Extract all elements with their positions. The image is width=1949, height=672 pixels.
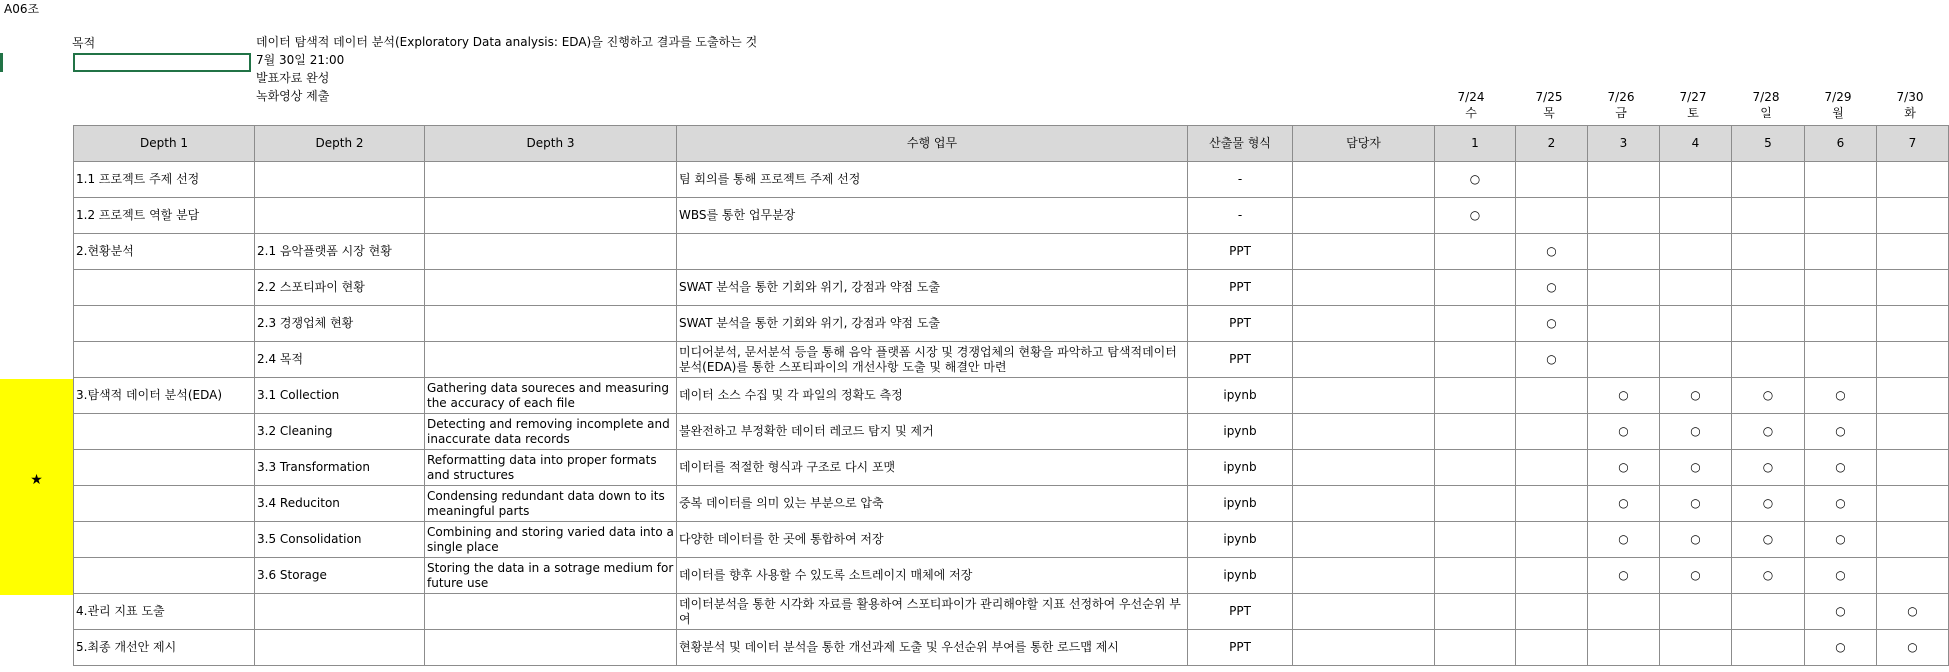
day-label: 토: [1687, 106, 1699, 120]
schedule-mark-cell[interactable]: ○: [1660, 486, 1732, 522]
depth2-cell[interactable]: 3.6 Storage: [255, 558, 425, 594]
depth3-cell[interactable]: [425, 306, 677, 342]
depth3-cell[interactable]: Gathering data soureces and measuring the accuracy of each file: [425, 378, 677, 414]
format-cell[interactable]: ipynb: [1188, 378, 1293, 414]
depth2-cell[interactable]: [255, 198, 425, 234]
schedule-mark-cell[interactable]: [1516, 414, 1588, 450]
schedule-mark-cell[interactable]: [1805, 342, 1877, 378]
table-row: [74, 162, 1949, 198]
depth3-cell[interactable]: [425, 234, 677, 270]
format-cell[interactable]: -: [1188, 198, 1293, 234]
depth2-cell[interactable]: 2.3 경쟁업체 현황: [255, 306, 425, 342]
column-header[interactable]: 담당자: [1293, 126, 1435, 162]
schedule-mark-cell[interactable]: [1877, 342, 1949, 378]
schedule-mark-cell[interactable]: [1435, 414, 1516, 450]
depth1-cell[interactable]: [74, 306, 255, 342]
task-cell[interactable]: 데이터 소스 수집 및 각 파일의 정확도 측정: [677, 378, 1188, 414]
schedule-mark-cell[interactable]: ○: [1805, 486, 1877, 522]
goal-line: 발표자료 완성: [256, 71, 330, 85]
schedule-mark-cell[interactable]: [1732, 630, 1805, 666]
owner-cell[interactable]: [1293, 558, 1435, 594]
schedule-mark-cell[interactable]: [1877, 162, 1949, 198]
owner-cell[interactable]: [1293, 234, 1435, 270]
schedule-mark-cell[interactable]: [1877, 378, 1949, 414]
wbs-body: [74, 162, 1949, 666]
schedule-mark-cell[interactable]: [1732, 198, 1805, 234]
schedule-mark-cell[interactable]: [1877, 450, 1949, 486]
table-row: [74, 342, 1949, 378]
schedule-mark-cell[interactable]: [1660, 342, 1732, 378]
schedule-mark-cell[interactable]: ○: [1805, 378, 1877, 414]
depth2-cell[interactable]: 3.5 Consolidation: [255, 522, 425, 558]
schedule-mark-cell[interactable]: ○: [1516, 342, 1588, 378]
day-label: 금: [1615, 106, 1627, 120]
format-cell[interactable]: PPT: [1188, 306, 1293, 342]
table-row: [74, 270, 1949, 306]
depth1-cell[interactable]: [74, 558, 255, 594]
column-header[interactable]: 7: [1877, 126, 1949, 162]
table-row: [74, 522, 1949, 558]
depth2-cell[interactable]: 3.2 Cleaning: [255, 414, 425, 450]
table-row: [74, 450, 1949, 486]
schedule-mark-cell[interactable]: ○: [1660, 558, 1732, 594]
schedule-mark-cell[interactable]: [1732, 234, 1805, 270]
schedule-mark-cell[interactable]: [1877, 234, 1949, 270]
schedule-mark-cell[interactable]: [1588, 630, 1660, 666]
format-cell[interactable]: ipynb: [1188, 414, 1293, 450]
format-cell[interactable]: ipynb: [1188, 486, 1293, 522]
schedule-mark-cell[interactable]: ○: [1732, 486, 1805, 522]
schedule-mark-cell[interactable]: ○: [1732, 558, 1805, 594]
owner-cell[interactable]: [1293, 198, 1435, 234]
schedule-mark-cell[interactable]: ○: [1588, 486, 1660, 522]
schedule-mark-cell[interactable]: [1805, 270, 1877, 306]
schedule-mark-cell[interactable]: [1435, 270, 1516, 306]
schedule-mark-cell[interactable]: [1435, 342, 1516, 378]
date-label: 7/24: [1457, 90, 1485, 104]
schedule-mark-cell[interactable]: ○: [1516, 234, 1588, 270]
day-label: 월: [1832, 106, 1844, 120]
schedule-mark-cell[interactable]: [1588, 342, 1660, 378]
goal-line: 녹화영상 제출: [256, 89, 330, 103]
day-label: 일: [1760, 106, 1772, 120]
day-label: 목: [1543, 106, 1555, 120]
schedule-mark-cell[interactable]: [1435, 306, 1516, 342]
schedule-mark-cell[interactable]: ○: [1588, 414, 1660, 450]
schedule-mark-cell[interactable]: [1516, 198, 1588, 234]
depth2-cell[interactable]: 2.4 목적: [255, 342, 425, 378]
format-cell[interactable]: PPT: [1188, 234, 1293, 270]
task-cell[interactable]: SWAT 분석을 통한 기회와 위기, 강점과 약점 도출: [677, 306, 1188, 342]
schedule-mark-cell[interactable]: [1588, 306, 1660, 342]
task-cell[interactable]: 현황분석 및 데이터 분석을 통한 개선과제 도출 및 우선순위 부여를 통한 로드맵 제시: [677, 630, 1188, 666]
schedule-mark-cell[interactable]: ○: [1588, 522, 1660, 558]
schedule-mark-cell[interactable]: ○: [1732, 378, 1805, 414]
depth1-cell[interactable]: [74, 450, 255, 486]
depth1-cell[interactable]: 1.2 프로젝트 역할 분담: [74, 198, 255, 234]
wbs-table: [73, 125, 1949, 666]
task-cell[interactable]: 다양한 데이터를 한 곳에 통합하여 저장: [677, 522, 1188, 558]
depth1-cell[interactable]: 2.현황분석: [74, 234, 255, 270]
schedule-mark-cell[interactable]: [1877, 414, 1949, 450]
schedule-mark-cell[interactable]: [1877, 522, 1949, 558]
depth3-cell[interactable]: Storing the data in a sotrage medium for future use: [425, 558, 677, 594]
schedule-mark-cell[interactable]: [1516, 558, 1588, 594]
schedule-mark-cell[interactable]: ○: [1435, 198, 1516, 234]
schedule-mark-cell[interactable]: ○: [1588, 378, 1660, 414]
depth2-cell[interactable]: 2.1 음악플랫폼 시장 현황: [255, 234, 425, 270]
schedule-mark-cell[interactable]: ○: [1660, 522, 1732, 558]
depth3-cell[interactable]: Detecting and removing incomplete and inaccurate data records: [425, 414, 677, 450]
schedule-mark-cell[interactable]: [1660, 198, 1732, 234]
goal-label: 목적: [72, 36, 96, 50]
table-row: [74, 486, 1949, 522]
column-header[interactable]: 산출물 형식: [1188, 126, 1293, 162]
schedule-mark-cell[interactable]: [1435, 594, 1516, 630]
date-label: 7/30: [1896, 90, 1924, 104]
schedule-mark-cell[interactable]: [1435, 630, 1516, 666]
schedule-mark-cell[interactable]: [1732, 270, 1805, 306]
schedule-mark-cell[interactable]: [1588, 594, 1660, 630]
schedule-mark-cell[interactable]: [1435, 558, 1516, 594]
depth1-cell[interactable]: [74, 522, 255, 558]
format-cell[interactable]: PPT: [1188, 270, 1293, 306]
owner-cell[interactable]: [1293, 486, 1435, 522]
owner-cell[interactable]: [1293, 630, 1435, 666]
column-header[interactable]: Depth 3: [425, 126, 677, 162]
schedule-mark-cell[interactable]: [1805, 198, 1877, 234]
column-header[interactable]: Depth 1: [74, 126, 255, 162]
schedule-mark-cell[interactable]: [1516, 162, 1588, 198]
schedule-mark-cell[interactable]: [1732, 306, 1805, 342]
depth1-cell[interactable]: [74, 486, 255, 522]
task-cell[interactable]: 데이터를 적절한 형식과 구조로 다시 포맷: [677, 450, 1188, 486]
table-row: [74, 306, 1949, 342]
depth1-cell[interactable]: [74, 270, 255, 306]
schedule-mark-cell[interactable]: ○: [1805, 522, 1877, 558]
format-cell[interactable]: PPT: [1188, 342, 1293, 378]
task-cell[interactable]: WBS를 통한 업무분장: [677, 198, 1188, 234]
task-cell[interactable]: 중복 데이터를 의미 있는 부분으로 압축: [677, 486, 1188, 522]
owner-cell[interactable]: [1293, 594, 1435, 630]
schedule-mark-cell[interactable]: ○: [1877, 594, 1949, 630]
depth1-cell[interactable]: 3.탐색적 데이터 분석(EDA): [74, 378, 255, 414]
depth1-cell[interactable]: [74, 414, 255, 450]
schedule-mark-cell[interactable]: [1732, 342, 1805, 378]
table-row: [74, 414, 1949, 450]
schedule-mark-cell[interactable]: [1516, 630, 1588, 666]
depth3-cell[interactable]: Reformatting data into proper formats and structures: [425, 450, 677, 486]
task-cell[interactable]: 미디어분석, 문서분석 등을 통해 음악 플랫폼 시장 및 경쟁업체의 현황을 파악하고 탐색적데이터분석(EDA)를 통한 스포티파이의 개선사항 도출 및 해결안 마련: [677, 342, 1188, 378]
schedule-mark-cell[interactable]: [1516, 450, 1588, 486]
schedule-mark-cell[interactable]: [1435, 378, 1516, 414]
owner-cell[interactable]: [1293, 342, 1435, 378]
depth2-cell[interactable]: [255, 162, 425, 198]
schedule-mark-cell[interactable]: ○: [1660, 378, 1732, 414]
schedule-mark-cell[interactable]: [1588, 198, 1660, 234]
selected-cell[interactable]: [73, 53, 251, 72]
task-cell[interactable]: 불완전하고 부정확한 데이터 레코드 탐지 및 제거: [677, 414, 1188, 450]
schedule-mark-cell[interactable]: ○: [1805, 558, 1877, 594]
column-header[interactable]: 수행 업무: [677, 126, 1188, 162]
schedule-mark-cell[interactable]: [1588, 162, 1660, 198]
schedule-mark-cell[interactable]: [1732, 162, 1805, 198]
goal-line: 7월 30일 21:00: [256, 53, 345, 67]
depth2-cell[interactable]: 2.2 스포티파이 현황: [255, 270, 425, 306]
schedule-mark-cell[interactable]: ○: [1805, 414, 1877, 450]
schedule-mark-cell[interactable]: [1588, 270, 1660, 306]
schedule-mark-cell[interactable]: ○: [1805, 450, 1877, 486]
task-cell[interactable]: 팀 회의를 통해 프로젝트 주제 선정: [677, 162, 1188, 198]
schedule-mark-cell[interactable]: ○: [1660, 414, 1732, 450]
column-header[interactable]: 3: [1588, 126, 1660, 162]
day-label: 화: [1904, 106, 1916, 120]
depth1-cell[interactable]: [74, 342, 255, 378]
schedule-mark-cell[interactable]: ○: [1732, 522, 1805, 558]
schedule-mark-cell[interactable]: [1877, 198, 1949, 234]
owner-cell[interactable]: [1293, 378, 1435, 414]
depth3-cell[interactable]: [425, 270, 677, 306]
schedule-mark-cell[interactable]: [1588, 234, 1660, 270]
table-row: [74, 234, 1949, 270]
schedule-mark-cell[interactable]: ○: [1732, 450, 1805, 486]
schedule-mark-cell[interactable]: [1516, 378, 1588, 414]
schedule-mark-cell[interactable]: [1877, 270, 1949, 306]
owner-cell[interactable]: [1293, 414, 1435, 450]
active-row-indicator: [0, 53, 3, 72]
table-row: [74, 558, 1949, 594]
owner-cell[interactable]: [1293, 306, 1435, 342]
goal-line: 데이터 탐색적 데이터 분석(Exploratory Data analysis: EDA)을 진행하고 결과를 도출하는 것: [256, 35, 758, 49]
date-label: 7/25: [1535, 90, 1563, 104]
schedule-mark-cell[interactable]: [1435, 522, 1516, 558]
depth2-cell[interactable]: [255, 594, 425, 630]
column-header[interactable]: 4: [1660, 126, 1732, 162]
schedule-mark-cell[interactable]: [1877, 306, 1949, 342]
schedule-mark-cell[interactable]: ○: [1588, 558, 1660, 594]
schedule-mark-cell[interactable]: [1660, 162, 1732, 198]
format-cell[interactable]: PPT: [1188, 630, 1293, 666]
depth2-cell[interactable]: 3.1 Collection: [255, 378, 425, 414]
format-cell[interactable]: ipynb: [1188, 558, 1293, 594]
schedule-mark-cell[interactable]: [1805, 162, 1877, 198]
schedule-mark-cell[interactable]: [1732, 594, 1805, 630]
task-cell[interactable]: 데이터분석을 통한 시각화 자료를 활용하여 스포티파이가 관리해야할 지표 선정하여 우선순위 부여: [677, 594, 1188, 630]
schedule-mark-cell[interactable]: [1516, 522, 1588, 558]
schedule-mark-cell[interactable]: [1435, 486, 1516, 522]
format-cell[interactable]: PPT: [1188, 594, 1293, 630]
task-cell[interactable]: [677, 234, 1188, 270]
schedule-mark-cell[interactable]: ○: [1435, 162, 1516, 198]
schedule-mark-cell[interactable]: ○: [1660, 450, 1732, 486]
table-row: [74, 378, 1949, 414]
header-row: [74, 126, 1949, 162]
schedule-mark-cell[interactable]: [1435, 450, 1516, 486]
format-cell[interactable]: ipynb: [1188, 450, 1293, 486]
depth3-cell[interactable]: [425, 162, 677, 198]
owner-cell[interactable]: [1293, 162, 1435, 198]
schedule-mark-cell[interactable]: ○: [1805, 594, 1877, 630]
table-row: [74, 594, 1949, 630]
sheet-title: A06조: [4, 2, 40, 16]
depth1-cell[interactable]: 1.1 프로젝트 주제 선정: [74, 162, 255, 198]
schedule-mark-cell[interactable]: ○: [1588, 450, 1660, 486]
format-cell[interactable]: -: [1188, 162, 1293, 198]
date-label: 7/29: [1824, 90, 1852, 104]
owner-cell[interactable]: [1293, 522, 1435, 558]
schedule-mark-cell[interactable]: ○: [1877, 630, 1949, 666]
schedule-mark-cell[interactable]: ○: [1516, 306, 1588, 342]
depth1-cell[interactable]: 5.최종 개선안 제시: [74, 630, 255, 666]
date-label: 7/27: [1679, 90, 1707, 104]
column-header[interactable]: 2: [1516, 126, 1588, 162]
column-header[interactable]: 1: [1435, 126, 1516, 162]
column-header[interactable]: 5: [1732, 126, 1805, 162]
schedule-mark-cell[interactable]: [1660, 270, 1732, 306]
schedule-mark-cell[interactable]: [1516, 486, 1588, 522]
depth3-cell[interactable]: [425, 630, 677, 666]
schedule-mark-cell[interactable]: [1660, 306, 1732, 342]
depth3-cell[interactable]: [425, 342, 677, 378]
schedule-mark-cell[interactable]: [1877, 486, 1949, 522]
schedule-mark-cell[interactable]: [1435, 234, 1516, 270]
depth2-cell[interactable]: 3.3 Transformation: [255, 450, 425, 486]
format-cell[interactable]: ipynb: [1188, 522, 1293, 558]
depth3-cell[interactable]: Condensing redundant data down to its meaningful parts: [425, 486, 677, 522]
date-label: 7/28: [1752, 90, 1780, 104]
table-row: [74, 630, 1949, 666]
depth3-cell[interactable]: [425, 594, 677, 630]
depth2-cell[interactable]: 3.4 Reduciton: [255, 486, 425, 522]
schedule-mark-cell[interactable]: [1877, 558, 1949, 594]
column-header[interactable]: 6: [1805, 126, 1877, 162]
owner-cell[interactable]: [1293, 450, 1435, 486]
schedule-mark-cell[interactable]: [1516, 594, 1588, 630]
column-header[interactable]: Depth 2: [255, 126, 425, 162]
schedule-mark-cell[interactable]: ○: [1516, 270, 1588, 306]
depth3-cell[interactable]: [425, 198, 677, 234]
star-marker: ★: [30, 472, 43, 488]
table-row: [74, 198, 1949, 234]
task-cell[interactable]: 데이터를 향후 사용할 수 있도록 소트레이지 매체에 저장: [677, 558, 1188, 594]
schedule-mark-cell[interactable]: [1805, 306, 1877, 342]
schedule-mark-cell[interactable]: ○: [1732, 414, 1805, 450]
owner-cell[interactable]: [1293, 270, 1435, 306]
date-label: 7/26: [1607, 90, 1635, 104]
day-label: 수: [1465, 106, 1477, 120]
schedule-mark-cell[interactable]: [1660, 630, 1732, 666]
schedule-mark-cell[interactable]: [1660, 234, 1732, 270]
schedule-mark-cell[interactable]: ○: [1805, 630, 1877, 666]
depth1-cell[interactable]: 4.관리 지표 도출: [74, 594, 255, 630]
depth3-cell[interactable]: Combining and storing varied data into a single place: [425, 522, 677, 558]
depth2-cell[interactable]: [255, 630, 425, 666]
schedule-mark-cell[interactable]: [1660, 594, 1732, 630]
schedule-mark-cell[interactable]: [1805, 234, 1877, 270]
task-cell[interactable]: SWAT 분석을 통한 기회와 위기, 강점과 약점 도출: [677, 270, 1188, 306]
